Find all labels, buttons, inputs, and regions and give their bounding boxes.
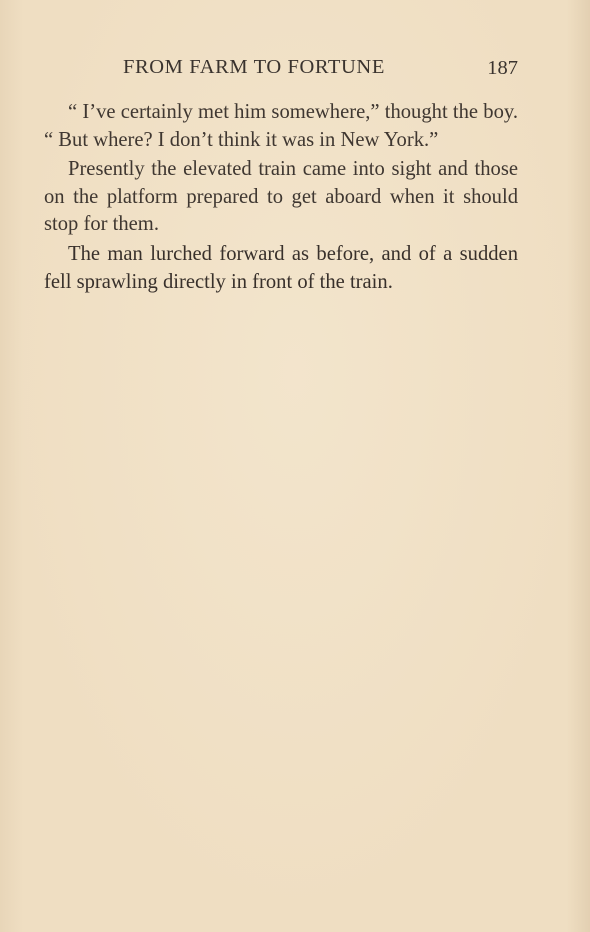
paragraph: Presently the elevated train came into sight and those on the platform prepared to get aboard when it should stop for them. <box>44 158 518 236</box>
paragraph: “ I’ve certainly met him somewhere,” thought the boy. “ But where? I don’t think it was in New York.” <box>44 101 518 151</box>
running-head <box>44 56 518 82</box>
body-text <box>44 99 518 298</box>
page-number: 187 <box>487 57 518 79</box>
running-title: FROM FARM TO FORTUNE <box>123 56 385 78</box>
paragraph: The man lurched forward as before, and of a sudden fell sprawling directly in front of the train. <box>44 242 518 293</box>
